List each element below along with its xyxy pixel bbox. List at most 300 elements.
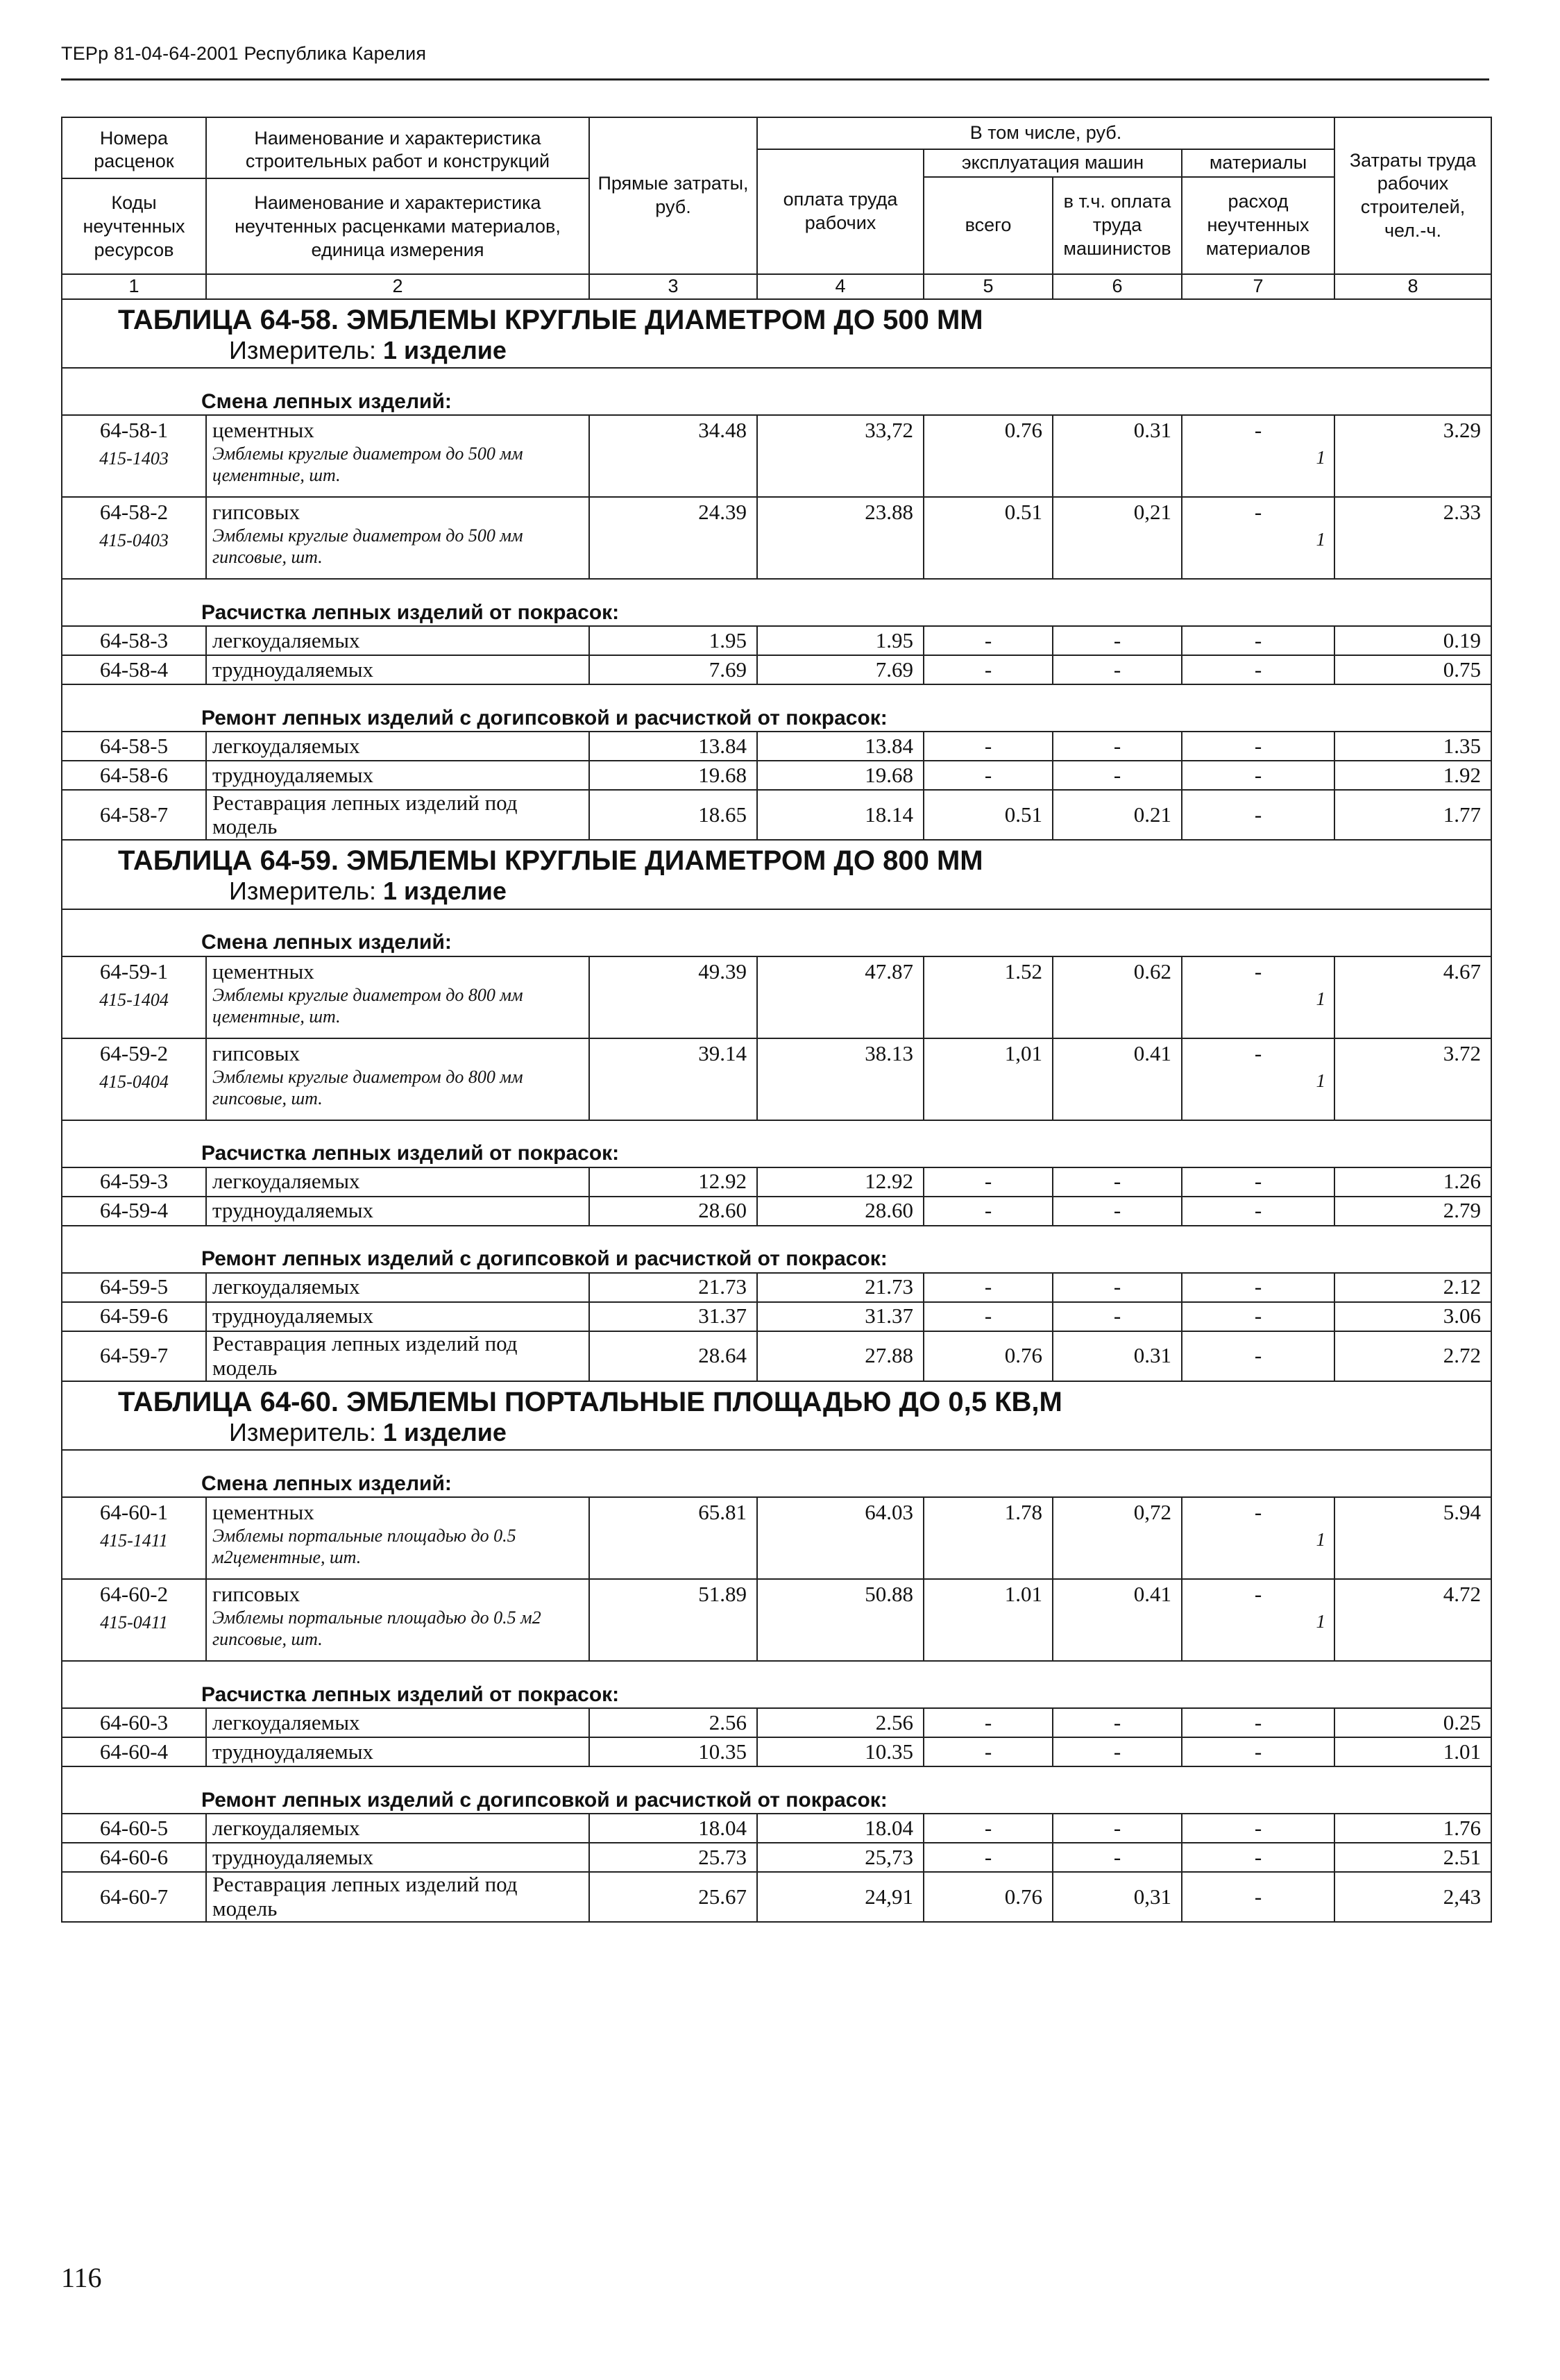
direct-cost: 19.68: [589, 761, 757, 790]
table-row: [62, 1843, 1491, 1872]
labor-pay: 50.88: [757, 1579, 924, 1661]
section-heading: Расчистка лепных изделий от покрасок:: [62, 1120, 1491, 1167]
labor-hours: 3.72: [1334, 1038, 1491, 1120]
material-use: -: [1254, 802, 1262, 827]
material-use-cell: [1182, 1273, 1334, 1302]
table-body: [62, 299, 1491, 1922]
resource-quantity: 1: [1316, 1610, 1325, 1632]
machines-total: 0.76: [924, 415, 1053, 497]
machinist-pay: -: [1053, 1708, 1182, 1737]
material-use-cell: [1182, 1737, 1334, 1766]
material-use: -: [1254, 1198, 1262, 1223]
labor-pay: 25,73: [757, 1843, 924, 1872]
work-name-cell: [206, 655, 589, 684]
direct-cost: 25.73: [589, 1843, 757, 1872]
labor-pay: 33,72: [757, 415, 924, 497]
direct-cost: 10.35: [589, 1737, 757, 1766]
meter-value: 1 изделие: [382, 336, 507, 364]
table-row: [62, 1872, 1491, 1922]
column-number: 1: [62, 274, 206, 299]
header-material-use: расход неучтенных материалов: [1182, 177, 1334, 274]
rate-code: 64-58-3: [99, 628, 169, 653]
labor-hours: 1.77: [1334, 790, 1491, 840]
resource-code: 415-0403: [99, 530, 169, 551]
table-row: [62, 761, 1491, 790]
machines-total: -: [924, 1302, 1053, 1331]
labor-hours: 4.67: [1334, 956, 1491, 1038]
material-use-cell: [1182, 1708, 1334, 1737]
table-row: [62, 1038, 1491, 1120]
resource-quantity: 1: [1316, 1528, 1325, 1550]
table-title: ТАБЛИЦА 64-60. ЭМБЛЕМЫ ПОРТАЛЬНЫЕ ПЛОЩАДЬЮ ДО 0,5 КВ,М: [118, 1386, 1062, 1417]
rate-code: 64-60-5: [99, 1815, 169, 1840]
machinist-pay: 0.21: [1053, 790, 1182, 840]
section-heading-row: [62, 909, 1491, 956]
table-row: [62, 1197, 1491, 1226]
rate-code-cell: [62, 732, 206, 761]
resource-name: Эмблемы круглые диаметром до 500 мм цементные, шт.: [212, 444, 523, 486]
direct-cost: 18.04: [589, 1814, 757, 1843]
direct-cost: 2.56: [589, 1708, 757, 1737]
labor-hours: 1.01: [1334, 1737, 1491, 1766]
work-name: легкоудаляемых: [212, 1710, 360, 1735]
table-row: [62, 1708, 1491, 1737]
rate-code: 64-59-1: [99, 959, 169, 984]
rate-code-cell: [62, 655, 206, 684]
section-heading-row: [62, 368, 1491, 415]
resource-code: 415-0411: [100, 1612, 168, 1632]
section-heading-row: [62, 1661, 1491, 1708]
rate-code: 64-58-1: [99, 418, 169, 443]
labor-hours: 0.19: [1334, 626, 1491, 655]
direct-cost: 51.89: [589, 1579, 757, 1661]
rate-code-cell: [62, 1273, 206, 1302]
labor-hours: 2.33: [1334, 497, 1491, 579]
machines-total: -: [924, 1273, 1053, 1302]
labor-pay: 23.88: [757, 497, 924, 579]
rates-table: [61, 117, 1492, 1923]
header-rule: [61, 78, 1489, 81]
header-rate-numbers: Номера расценок: [94, 127, 174, 172]
material-use: -: [1254, 418, 1262, 443]
section-heading: Смена лепных изделий:: [62, 368, 1491, 415]
section-heading-row: [62, 1226, 1491, 1273]
rate-code-cell: [62, 1843, 206, 1872]
table-row: [62, 626, 1491, 655]
column-number: 8: [1334, 274, 1491, 299]
labor-hours: 2.51: [1334, 1843, 1491, 1872]
machines-total: -: [924, 1167, 1053, 1197]
machinist-pay: -: [1053, 1167, 1182, 1197]
table-title-cell: [62, 299, 1491, 368]
work-name: трудноудаляемых: [212, 1303, 374, 1328]
material-use-cell: [1182, 655, 1334, 684]
table-row: [62, 1814, 1491, 1843]
table-row: [62, 732, 1491, 761]
header-work-name: Наименование и характеристика строительных работ и конструкций: [245, 127, 550, 172]
labor-hours: 0.75: [1334, 655, 1491, 684]
table-row: [62, 956, 1491, 1038]
table-row: [62, 655, 1491, 684]
work-name: цементных: [212, 959, 314, 984]
work-name-cell: [206, 1331, 589, 1381]
meter-value: 1 изделие: [382, 877, 507, 906]
section-heading: Расчистка лепных изделий от покрасок:: [62, 579, 1491, 626]
material-use: -: [1254, 657, 1262, 682]
work-name: Реставрация лепных изделий под модель: [212, 1872, 518, 1921]
work-name: легкоудаляемых: [212, 734, 360, 759]
work-name: легкоудаляемых: [212, 1815, 360, 1840]
machinist-pay: -: [1053, 1197, 1182, 1226]
section-heading-row: [62, 1766, 1491, 1814]
machinist-pay: 0.62: [1053, 956, 1182, 1038]
header-machines-total: всего: [924, 177, 1053, 274]
table-row: [62, 1331, 1491, 1381]
header-resource-codes: Коды неучтенных ресурсов: [62, 178, 205, 267]
rate-code-cell: [62, 1579, 206, 1661]
material-use: -: [1254, 1500, 1262, 1525]
rate-code-cell: [62, 1708, 206, 1737]
labor-pay: 28.60: [757, 1197, 924, 1226]
rate-code: 64-60-7: [99, 1884, 169, 1909]
machines-total: 0.51: [924, 497, 1053, 579]
machinist-pay: -: [1053, 732, 1182, 761]
rate-code: 64-59-4: [99, 1198, 169, 1223]
resource-name: Эмблемы портальные площадью до 0.5 м2 гипсовые, шт.: [212, 1607, 541, 1650]
header-machines: эксплуатация машин: [924, 149, 1182, 177]
work-name-cell: [206, 1038, 589, 1120]
material-use: -: [1254, 1274, 1262, 1299]
table-meter: [118, 1418, 1485, 1446]
table-row: [62, 790, 1491, 840]
header-including: В том числе, руб.: [757, 117, 1334, 149]
machinist-pay: 0.31: [1053, 415, 1182, 497]
work-name-cell: [206, 1843, 589, 1872]
section-heading: Ремонт лепных изделий с догипсовкой и расчисткой от покрасок:: [62, 1766, 1491, 1814]
machinist-pay: 0,21: [1053, 497, 1182, 579]
rate-code-cell: [62, 1331, 206, 1381]
machines-total: -: [924, 1197, 1053, 1226]
rate-code: 64-59-7: [99, 1343, 169, 1368]
table-row: [62, 1497, 1491, 1579]
direct-cost: 31.37: [589, 1302, 757, 1331]
labor-hours: 5.94: [1334, 1497, 1491, 1579]
labor-hours: 3.29: [1334, 415, 1491, 497]
material-use: -: [1254, 500, 1262, 525]
resource-quantity: 1: [1316, 1070, 1325, 1091]
material-use: -: [1254, 959, 1262, 984]
section-heading-row: [62, 1450, 1491, 1497]
work-name: цементных: [212, 1500, 314, 1525]
table-title-row: [62, 299, 1491, 368]
table-row: [62, 497, 1491, 579]
work-name: трудноудаляемых: [212, 657, 374, 682]
material-use-cell: [1182, 761, 1334, 790]
rate-code: 64-59-6: [99, 1303, 169, 1328]
labor-pay: 7.69: [757, 655, 924, 684]
column-number: 3: [589, 274, 757, 299]
rate-code-cell: [62, 1737, 206, 1766]
machinist-pay: -: [1053, 1814, 1182, 1843]
machines-total: 0.51: [924, 790, 1053, 840]
material-use: -: [1254, 1710, 1262, 1735]
material-use: -: [1254, 763, 1262, 788]
machinist-pay: -: [1053, 1273, 1182, 1302]
table-title: ТАБЛИЦА 64-58. ЭМБЛЕМЫ КРУГЛЫЕ ДИАМЕТРОМ ДО 500 ММ: [118, 305, 983, 335]
labor-pay: 13.84: [757, 732, 924, 761]
section-heading-row: [62, 1120, 1491, 1167]
material-use: -: [1254, 734, 1262, 759]
meter-value: 1 изделие: [382, 1417, 507, 1446]
machines-total: 1.78: [924, 1497, 1053, 1579]
page-number: 116: [61, 2262, 102, 2293]
running-head: ТЕРр 81-04-64-2001 Республика Карелия: [61, 43, 427, 64]
material-use-cell: [1182, 790, 1334, 840]
material-use-cell: [1182, 1302, 1334, 1331]
labor-pay: 31.37: [757, 1302, 924, 1331]
table-title: ТАБЛИЦА 64-59. ЭМБЛЕМЫ КРУГЛЫЕ ДИАМЕТРОМ ДО 800 ММ: [118, 845, 983, 877]
machinist-pay: -: [1053, 1737, 1182, 1766]
rate-code-cell: [62, 1167, 206, 1197]
header-machinist-pay: в т.ч. оплата труда машинистов: [1053, 177, 1182, 274]
header-direct-costs: Прямые затраты, руб.: [589, 117, 757, 274]
table-title-row: [62, 1381, 1491, 1450]
resource-quantity: 1: [1316, 447, 1325, 469]
rates-table-sheet: [61, 117, 1491, 1923]
table-meter: [118, 336, 1485, 364]
work-name-cell: [206, 732, 589, 761]
table-row: [62, 1737, 1491, 1766]
work-name-cell: [206, 1273, 589, 1302]
section-heading: Расчистка лепных изделий от покрасок:: [62, 1661, 1491, 1708]
table-row: [62, 1167, 1491, 1197]
labor-pay: 24,91: [757, 1872, 924, 1922]
machines-total: 0.76: [924, 1872, 1053, 1922]
material-use: -: [1254, 1303, 1262, 1328]
material-use-cell: [1182, 732, 1334, 761]
machinist-pay: -: [1053, 626, 1182, 655]
machinist-pay: -: [1053, 761, 1182, 790]
rate-code: 64-58-4: [99, 657, 169, 682]
header-material-name: Наименование и характеристика неучтенных расценками материалов, единица измерения: [207, 178, 588, 267]
resource-name: Эмблемы портальные площадью до 0.5 м2цементные, шт.: [212, 1525, 516, 1568]
direct-cost: 24.39: [589, 497, 757, 579]
machinist-pay: 0.41: [1053, 1038, 1182, 1120]
labor-hours: 1.26: [1334, 1167, 1491, 1197]
labor-hours: 4.72: [1334, 1579, 1491, 1661]
rate-code-cell: [62, 1197, 206, 1226]
rate-code-cell: [62, 956, 206, 1038]
direct-cost: 34.48: [589, 415, 757, 497]
rate-code-cell: [62, 1302, 206, 1331]
direct-cost: 28.64: [589, 1331, 757, 1381]
machines-total: -: [924, 732, 1053, 761]
rate-code-cell: [62, 1497, 206, 1579]
rate-code: 64-60-6: [99, 1844, 169, 1869]
rate-code-cell: [62, 1814, 206, 1843]
work-name: гипсовых: [212, 1040, 300, 1065]
meter-label: Измеритель:: [229, 877, 376, 906]
work-name: легкоудаляемых: [212, 1274, 360, 1299]
labor-hours: 3.06: [1334, 1302, 1491, 1331]
labor-pay: 1.95: [757, 626, 924, 655]
table-header: [62, 117, 1491, 299]
rate-code: 64-58-5: [99, 734, 169, 759]
section-heading: Ремонт лепных изделий с догипсовкой и расчисткой от покрасок:: [62, 1226, 1491, 1273]
work-name-cell: [206, 1579, 589, 1661]
meter-label: Измеритель:: [229, 336, 376, 364]
material-use: -: [1254, 1815, 1262, 1840]
direct-cost: 65.81: [589, 1497, 757, 1579]
header-names: [206, 117, 589, 274]
resource-name: Эмблемы круглые диаметром до 500 мм гипсовые, шт.: [212, 525, 523, 568]
machines-total: 1.01: [924, 1579, 1053, 1661]
work-name: трудноудаляемых: [212, 763, 374, 788]
work-name-cell: [206, 1167, 589, 1197]
table-title-cell: [62, 840, 1491, 909]
section-heading: Ремонт лепных изделий с догипсовкой и расчисткой от покрасок:: [62, 684, 1491, 732]
machines-total: 1,01: [924, 1038, 1053, 1120]
material-use-cell: [1182, 1038, 1334, 1120]
header-labor-pay: оплата труда рабочих: [757, 149, 924, 274]
material-use-cell: [1182, 626, 1334, 655]
material-use: -: [1254, 1040, 1262, 1065]
machines-total: 0.76: [924, 1331, 1053, 1381]
work-name: гипсовых: [212, 1582, 300, 1607]
column-number: 7: [1182, 274, 1334, 299]
resource-code: 415-1411: [100, 1530, 168, 1551]
column-numbers-row: [62, 274, 1491, 299]
machinist-pay: -: [1053, 1843, 1182, 1872]
rate-code-cell: [62, 1038, 206, 1120]
rate-code-cell: [62, 497, 206, 579]
resource-code: 415-1404: [99, 989, 169, 1010]
work-name-cell: [206, 1814, 589, 1843]
work-name-cell: [206, 497, 589, 579]
work-name: трудноудаляемых: [212, 1198, 374, 1223]
labor-pay: 2.56: [757, 1708, 924, 1737]
rate-code: 64-60-3: [99, 1710, 169, 1735]
material-use: -: [1254, 1343, 1262, 1368]
material-use-cell: [1182, 1872, 1334, 1922]
machinist-pay: 0,72: [1053, 1497, 1182, 1579]
machines-total: -: [924, 626, 1053, 655]
rate-code-cell: [62, 1872, 206, 1922]
rate-code: 64-58-7: [99, 802, 169, 827]
work-name-cell: [206, 626, 589, 655]
material-use-cell: [1182, 1197, 1334, 1226]
labor-pay: 18.04: [757, 1814, 924, 1843]
resource-name: Эмблемы круглые диаметром до 800 мм гипсовые, шт.: [212, 1066, 523, 1108]
labor-hours: 2.79: [1334, 1197, 1491, 1226]
direct-cost: 39.14: [589, 1038, 757, 1120]
column-number: 2: [206, 274, 589, 299]
table-row: [62, 1302, 1491, 1331]
resource-code: 415-1403: [99, 448, 169, 469]
labor-pay: 10.35: [757, 1737, 924, 1766]
column-number: 5: [924, 274, 1053, 299]
rate-code-cell: [62, 761, 206, 790]
rate-code: 64-60-2: [99, 1582, 169, 1607]
machines-total: 1.52: [924, 956, 1053, 1038]
machinist-pay: -: [1053, 655, 1182, 684]
labor-pay: 21.73: [757, 1273, 924, 1302]
direct-cost: 25.67: [589, 1872, 757, 1922]
rate-code: 64-58-6: [99, 763, 169, 788]
material-use-cell: [1182, 497, 1334, 579]
material-use: -: [1254, 1582, 1262, 1607]
labor-hours: 0.25: [1334, 1708, 1491, 1737]
table-row: [62, 1579, 1491, 1661]
material-use: -: [1254, 1844, 1262, 1869]
rate-code-cell: [62, 626, 206, 655]
labor-pay: 47.87: [757, 956, 924, 1038]
labor-pay: 38.13: [757, 1038, 924, 1120]
labor-hours: 2.12: [1334, 1273, 1491, 1302]
work-name-cell: [206, 956, 589, 1038]
resource-quantity: 1: [1316, 529, 1325, 550]
material-use-cell: [1182, 1497, 1334, 1579]
direct-cost: 28.60: [589, 1197, 757, 1226]
material-use-cell: [1182, 415, 1334, 497]
machines-total: -: [924, 655, 1053, 684]
machines-total: -: [924, 761, 1053, 790]
direct-cost: 7.69: [589, 655, 757, 684]
work-name: легкоудаляемых: [212, 628, 360, 653]
work-name: Реставрация лепных изделий под модель: [212, 790, 518, 839]
work-name-cell: [206, 761, 589, 790]
section-heading-row: [62, 579, 1491, 626]
work-name-cell: [206, 1708, 589, 1737]
table-row: [62, 1273, 1491, 1302]
labor-hours: 1.92: [1334, 761, 1491, 790]
column-number: 4: [757, 274, 924, 299]
table-title-cell: [62, 1381, 1491, 1450]
labor-pay: 27.88: [757, 1331, 924, 1381]
direct-cost: 12.92: [589, 1167, 757, 1197]
rate-code: 64-59-5: [99, 1274, 169, 1299]
work-name: гипсовых: [212, 500, 300, 525]
labor-hours: 2.72: [1334, 1331, 1491, 1381]
labor-hours: 2,43: [1334, 1872, 1491, 1922]
material-use-cell: [1182, 1843, 1334, 1872]
machines-total: -: [924, 1843, 1053, 1872]
section-heading: Смена лепных изделий:: [62, 909, 1491, 956]
work-name-cell: [206, 1872, 589, 1922]
material-use: -: [1254, 1884, 1262, 1909]
work-name: цементных: [212, 418, 314, 443]
machinist-pay: 0.31: [1053, 1331, 1182, 1381]
work-name: Реставрация лепных изделий под модель: [212, 1331, 518, 1380]
labor-pay: 12.92: [757, 1167, 924, 1197]
work-name: трудноудаляемых: [212, 1844, 374, 1869]
rate-code-cell: [62, 790, 206, 840]
material-use-cell: [1182, 1331, 1334, 1381]
material-use: -: [1254, 1169, 1262, 1194]
machines-total: -: [924, 1737, 1053, 1766]
material-use: -: [1254, 1739, 1262, 1764]
rate-code: 64-59-3: [99, 1169, 169, 1194]
rate-code: 64-59-2: [99, 1040, 169, 1065]
work-name-cell: [206, 1497, 589, 1579]
header-labor-hours: Затраты труда рабочих строителей, чел.-ч.: [1334, 117, 1491, 274]
material-use-cell: [1182, 956, 1334, 1038]
direct-cost: 18.65: [589, 790, 757, 840]
direct-cost: 49.39: [589, 956, 757, 1038]
meter-label: Измеритель:: [229, 1417, 376, 1446]
labor-hours: 1.76: [1334, 1814, 1491, 1843]
work-name-cell: [206, 1197, 589, 1226]
